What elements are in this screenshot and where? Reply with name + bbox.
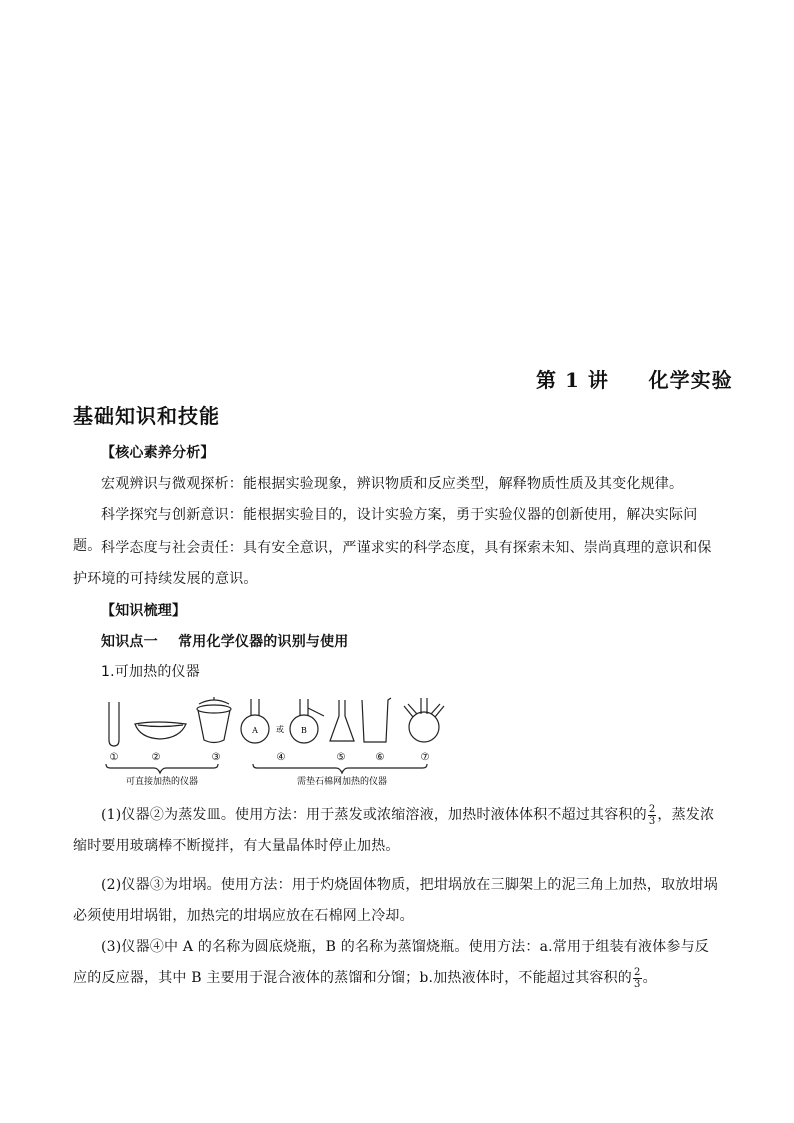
paragraph-evaporating-dish: (1)仪器②为蒸发皿。使用方法：用于蒸发或浓缩溶液，加热时液体体积不超过其容积的 $\frac{2}{3}$ ，蒸发浓缩时要用玻璃棒不断搅拌，有大量晶体时停止加热。 bbox=[73, 803, 715, 854]
heatable-apparatus-subtitle: 1.可加热的仪器 bbox=[101, 664, 200, 680]
test-tube-drawing bbox=[109, 702, 119, 746]
fraction-two-thirds-2: $\frac{2}{3}$ bbox=[634, 966, 641, 990]
core-item-1: 宏观辨识与微观探析：能根据实验现象，辨识物质和反应类型，解释物质性质及其变化规律。 bbox=[101, 476, 684, 492]
label-3: ③ bbox=[211, 752, 221, 763]
evaporating-dish-drawing bbox=[135, 722, 186, 739]
group-gauze-label: 需垫石棉网加热的仪器 bbox=[296, 777, 388, 787]
apparatus-figure bbox=[98, 694, 458, 790]
label-1: ① bbox=[109, 752, 119, 763]
flask-b-label: B bbox=[301, 726, 307, 735]
label-4: ④ bbox=[276, 752, 286, 763]
crucible-drawing bbox=[198, 710, 230, 743]
fraction-two-thirds: $\frac{2}{3}$ bbox=[648, 803, 656, 827]
brace-gauze bbox=[253, 764, 427, 773]
three-neck-flask-drawing bbox=[409, 712, 439, 742]
core-item-3: 科学态度与社会责任：具有安全意识，严谨求实的科学态度，具有探索未知、崇尚真理的意识和保护环境的可持续发展的意识。 bbox=[73, 540, 712, 587]
flask-a-label: A bbox=[252, 726, 258, 735]
knowledge-heading: 【知识梳理】 bbox=[101, 603, 187, 619]
group-direct-label: 可直接加热的仪器 bbox=[125, 777, 199, 787]
lecture-subtitle: 基础知识和技能 bbox=[73, 404, 220, 428]
brace-direct bbox=[106, 764, 218, 773]
label-2: ② bbox=[151, 752, 161, 763]
paragraph-flasks: (3)仪器④中 A 的名称为圆底烧瓶，B 的名称为蒸馏烧瓶。使用方法：a.常用于组装有液体参与反应的反应器，其中 B 主要用于混合液体的蒸馏和分馏；b.加热液体时，不能超过其容积的 $\frac{2}{3}$ 。 bbox=[73, 939, 709, 990]
label-7: ⑦ bbox=[420, 752, 430, 763]
paragraph-crucible: (2)仪器③为坩埚。使用方法：用于灼烧固体物质，把坩埚放在三脚架上的泥三角上加热，取放坩埚必须使用坩埚钳，加热完的坩埚应放在石棉网上冷却。 bbox=[73, 877, 718, 924]
lecture-title: 第 1 讲 化学实验 bbox=[536, 368, 733, 392]
or-label: 或 bbox=[276, 725, 284, 734]
conical-flask-drawing bbox=[330, 700, 354, 741]
core-literacy-heading: 【核心素养分析】 bbox=[101, 445, 215, 461]
knowledge-point-title: 知识点一 常用化学仪器的识别与使用 bbox=[101, 634, 349, 650]
label-6: ⑥ bbox=[375, 752, 385, 763]
beaker-drawing bbox=[362, 698, 391, 742]
core-item-2: 科学探究与创新意识：能根据实验目的，设计实验方案，勇于实验仪器的创新使用，解决实际问题。 bbox=[73, 507, 698, 554]
label-5: ⑤ bbox=[336, 752, 346, 763]
